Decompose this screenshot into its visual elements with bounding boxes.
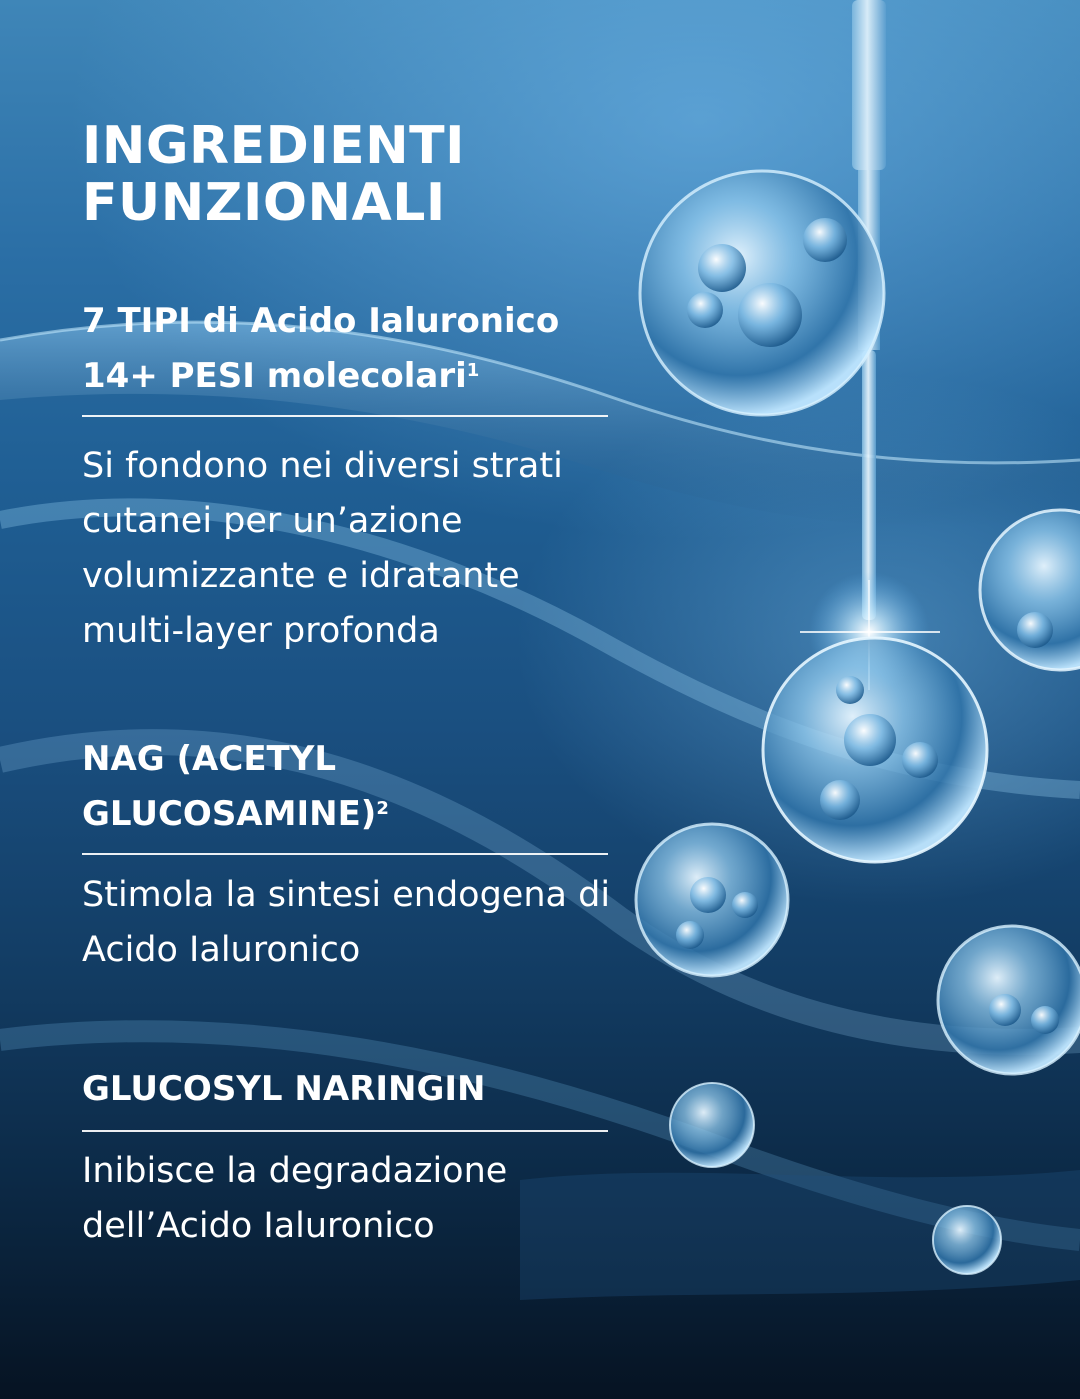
description-line: multi-layer profonda — [82, 611, 440, 651]
ingredient-description — [82, 868, 611, 978]
section-divider — [82, 415, 608, 417]
description-line: Si fondono nei diversi strati — [82, 446, 563, 486]
footnote-marker: 1 — [466, 360, 480, 381]
ingredient-hyaluronic-acid — [82, 294, 608, 659]
section-divider — [82, 853, 608, 855]
ingredient-heading-line — [82, 349, 608, 404]
ingredient-heading — [82, 732, 608, 842]
ingredient-heading-line — [82, 294, 608, 349]
ingredient-nag — [82, 732, 611, 978]
footnote-marker: 2 — [376, 798, 389, 819]
description-line: Acido Ialuronico — [82, 930, 361, 970]
heading-text: 7 TIPI di Acido Ialuronico — [82, 301, 560, 341]
ingredient-heading-line — [82, 732, 608, 787]
hyaluronic-bubbles — [636, 171, 1080, 1274]
page-title-line: INGREDIENTI — [82, 116, 465, 176]
page-title — [82, 118, 602, 232]
heading-text: 14+ PESI molecolari — [82, 356, 467, 396]
description-line: dell’Acido Ialuronico — [82, 1206, 435, 1246]
page-title-line: FUNZIONALI — [82, 173, 446, 233]
heading-text: NAG (ACETYL — [82, 739, 337, 779]
ingredient-description — [82, 439, 608, 659]
description-line: Inibisce la degradazione — [82, 1151, 508, 1191]
ingredient-heading — [82, 294, 608, 404]
description-line: volumizzante e idratante — [82, 556, 520, 596]
heading-text: GLUCOSAMINE) — [82, 794, 377, 834]
ingredient-glucosyl-naringin — [82, 1062, 608, 1254]
text-column — [82, 116, 611, 1246]
description-line: cutanei per un’azione — [82, 501, 463, 541]
ingredient-description — [82, 1144, 608, 1254]
section-divider — [82, 1130, 608, 1132]
ingredient-heading-line — [82, 787, 608, 842]
ingredient-heading — [82, 1062, 608, 1117]
description-line: Stimola la sintesi endogena di — [82, 875, 611, 915]
ingredient-heading-line: GLUCOSYL NARINGIN — [82, 1069, 486, 1109]
